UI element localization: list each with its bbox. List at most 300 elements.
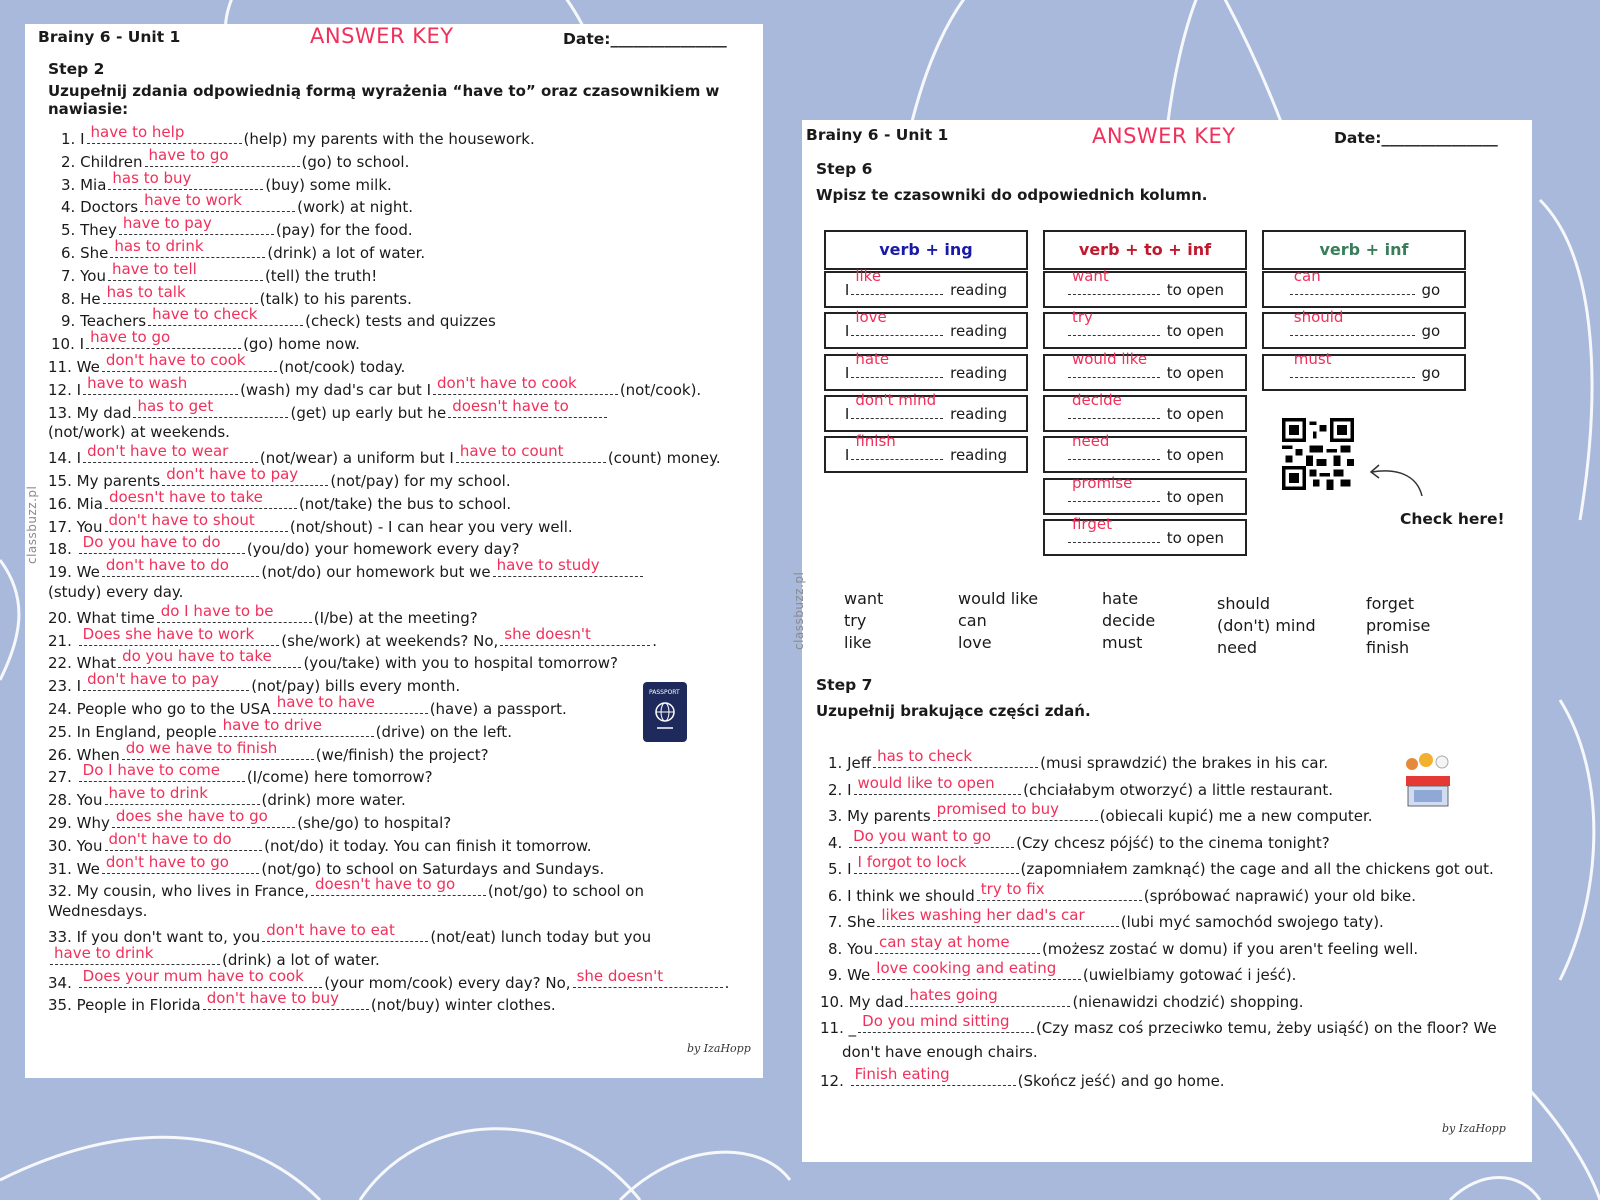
answer-text: hates going xyxy=(909,985,998,1004)
answer-blank[interactable] xyxy=(1290,308,1415,336)
answer-blank[interactable] xyxy=(122,738,314,760)
answer-blank[interactable] xyxy=(851,390,943,419)
sentence-text: (count) money. xyxy=(607,449,721,468)
answer-text: would like to open xyxy=(857,773,995,792)
sentence-text: I xyxy=(76,380,82,399)
worksheet-title: Brainy 6 - Unit 1 xyxy=(806,126,949,144)
answer-text: have to have xyxy=(276,693,375,711)
answer-blank[interactable] xyxy=(872,959,1081,980)
word-bank-column xyxy=(958,588,1038,654)
item-number: 27. xyxy=(48,768,72,787)
answer-text: I forgot to lock xyxy=(857,853,967,871)
sentence-text: Mia xyxy=(80,175,107,194)
answer-text: do we have to finish xyxy=(125,738,278,757)
answer-blank[interactable] xyxy=(433,373,618,395)
column-header: verb + to + inf xyxy=(1043,230,1247,270)
sentence-text: What xyxy=(76,654,117,673)
sentence-text: (musi sprawdzić) the brakes in his car. xyxy=(1040,754,1329,772)
answer-blank[interactable] xyxy=(851,308,943,336)
exercise-item-continued xyxy=(48,901,147,921)
exercise-item xyxy=(828,906,1384,932)
exercise-item xyxy=(61,191,414,217)
verb-cell xyxy=(1262,267,1466,308)
answer-blank[interactable] xyxy=(140,191,295,212)
answer-text: doesn't have to take xyxy=(108,487,263,506)
answer-text: has to check xyxy=(877,747,973,765)
answer-text: don't have to wear xyxy=(87,442,229,461)
item-number: 11. xyxy=(820,1019,844,1037)
answer-text: have to wash xyxy=(87,373,188,392)
sentence-text: (get) up early but he xyxy=(290,403,447,422)
sentence-text: (uwielbiamy gotować i jeść). xyxy=(1082,966,1297,984)
sentence-text: (drink) a lot of water. xyxy=(222,950,380,969)
answer-blank[interactable] xyxy=(105,784,260,805)
answer-blank[interactable] xyxy=(79,966,323,988)
answer-text: don't have to pay xyxy=(166,465,299,483)
item-number: 35. xyxy=(48,996,72,1015)
answer-text: have to drive xyxy=(222,715,322,734)
answer-blank[interactable] xyxy=(1068,308,1160,336)
word-bank-word: try xyxy=(844,611,867,630)
exercise-item xyxy=(828,800,1373,826)
sentence-text: (not/take) the bus to school. xyxy=(298,494,512,513)
answer-text: Do you have to do xyxy=(82,533,221,552)
watermark-classbuzz: classbuzz.pl xyxy=(792,571,806,650)
answer-blank[interactable] xyxy=(110,237,265,258)
answer-text: decide xyxy=(1071,390,1122,409)
exercise-item xyxy=(48,396,609,423)
answer-blank[interactable] xyxy=(83,442,258,463)
item-number: 1. xyxy=(61,130,76,148)
answer-text: want xyxy=(1071,267,1109,285)
item-number: 18. xyxy=(48,540,72,559)
cell-prefix: I xyxy=(844,281,850,299)
sentence-text: (Czy chcesz pójść) to the cinema tonight? xyxy=(1016,833,1330,852)
sentence-text: (not/do) it today. You can finish it tomorrow. xyxy=(264,836,592,855)
answer-text: don't have to do xyxy=(108,829,232,848)
answer-blank[interactable] xyxy=(858,1012,1034,1033)
word-bank-column xyxy=(1217,593,1316,659)
exercise-item xyxy=(48,875,644,901)
item-number: 26. xyxy=(48,745,72,764)
answer-text: don't have to pay xyxy=(87,670,220,689)
cell-suffix: go xyxy=(1421,363,1441,382)
item-number: 31. xyxy=(48,859,72,878)
item-number: 5. xyxy=(828,860,843,878)
item-number: 13. xyxy=(48,403,72,422)
answer-text: have to pay xyxy=(122,214,212,233)
sentence-text: (I/be) at the meeting? xyxy=(313,608,478,627)
cell-suffix: reading xyxy=(950,404,1008,423)
answer-blank[interactable] xyxy=(112,807,295,828)
sentence-text: (she/go) to hospital? xyxy=(297,814,452,832)
answer-text: have to go xyxy=(148,145,229,164)
answer-blank[interactable] xyxy=(87,123,242,144)
verb-cell xyxy=(1262,349,1466,391)
sentence-text: (not/pay) for my school. xyxy=(330,472,511,490)
sentence-text: (your mom/cook) every day? No, xyxy=(324,973,571,992)
answer-blank[interactable] xyxy=(108,259,263,281)
answer-blank[interactable] xyxy=(849,826,1014,848)
sentence-text: I xyxy=(79,335,85,354)
arrow-icon xyxy=(1367,460,1427,500)
answer-blank[interactable] xyxy=(102,852,260,874)
item-number: 12. xyxy=(820,1072,844,1090)
answer-blank[interactable] xyxy=(456,442,606,463)
sentence-text: My cousin, who lives in France, xyxy=(76,882,310,901)
sentence-text: What time xyxy=(76,608,155,627)
sentence-text: (check) tests and quizzes xyxy=(305,312,496,331)
item-number: 34. xyxy=(48,973,72,992)
verb-cell xyxy=(1262,308,1466,349)
answer-text: must xyxy=(1293,349,1332,368)
sentence-text: He xyxy=(80,289,101,308)
item-number: 9. xyxy=(61,312,76,331)
cell-suffix: to open xyxy=(1166,528,1225,547)
answer-blank[interactable] xyxy=(219,715,374,737)
answer-blank[interactable] xyxy=(1068,432,1160,460)
sentence-text: (talk) to his parents. xyxy=(259,289,412,308)
exercise-item xyxy=(828,773,1334,800)
answer-blank[interactable] xyxy=(108,168,263,190)
sentence-text: I xyxy=(847,780,852,799)
cell-suffix: to open xyxy=(1166,487,1225,506)
item-number: 7. xyxy=(828,913,843,931)
sentence-text: (she/work) at weekends? No, xyxy=(281,631,499,650)
answer-text: can stay at home xyxy=(878,932,1010,951)
qr-code-icon xyxy=(1282,418,1354,490)
answer-blank[interactable] xyxy=(105,487,297,509)
exercise-item xyxy=(820,985,1304,1012)
item-number: 23. xyxy=(48,677,72,696)
item-number: 5. xyxy=(61,221,76,240)
sentence-text: If you don't want to, you xyxy=(76,928,261,946)
cell-suffix: to open xyxy=(1166,322,1225,341)
sentence-text: We xyxy=(76,563,100,582)
cell-suffix: go xyxy=(1421,322,1441,341)
item-number: 6. xyxy=(61,244,76,262)
sentence-text: I think we should xyxy=(847,886,975,905)
item-number: 3. xyxy=(61,175,76,194)
exercise-item xyxy=(48,761,433,787)
item-number: 29. xyxy=(48,814,72,832)
sentence-text: They xyxy=(80,221,117,240)
sentence-text: She xyxy=(847,913,876,931)
answer-text: don't have to do xyxy=(105,556,229,575)
sentence-text: don't have enough chairs. xyxy=(842,1042,1038,1061)
sentence-text: Children xyxy=(80,152,143,171)
cell-suffix: to open xyxy=(1166,446,1225,465)
word-bank-word: finish xyxy=(1366,638,1410,657)
answer-blank[interactable] xyxy=(79,624,280,646)
sentence-text: (go) to school. xyxy=(301,152,410,171)
sentence-text: (buy) some milk. xyxy=(265,175,392,194)
answer-blank[interactable] xyxy=(157,601,312,623)
answer-blank[interactable] xyxy=(875,932,1040,954)
word-bank-word: decide xyxy=(1102,611,1156,630)
author-signature: by IzaHopp xyxy=(1442,1122,1506,1135)
sentence-text: You xyxy=(847,939,873,958)
answer-key-heading: ANSWER KEY xyxy=(1092,124,1236,148)
restaurant-illustration xyxy=(1392,750,1462,810)
sentence-text: (we/finish) the project? xyxy=(315,745,489,764)
cell-suffix: go xyxy=(1421,281,1441,299)
sentence-text: I xyxy=(76,677,82,696)
answer-text: has to drink xyxy=(114,237,204,255)
exercise-item xyxy=(828,959,1297,985)
answer-text: she doesn't xyxy=(504,624,591,643)
sentence-text: (not/go) to school on Saturdays and Sundays. xyxy=(261,859,605,878)
answer-blank[interactable] xyxy=(933,800,1098,821)
answer-blank[interactable] xyxy=(1068,514,1160,543)
answer-text: should xyxy=(1293,308,1344,327)
answer-text: have to drink xyxy=(54,943,154,962)
sentence-text: (pay) for the food. xyxy=(275,221,413,240)
answer-key-heading: ANSWER KEY xyxy=(310,24,454,48)
answer-blank[interactable] xyxy=(854,773,1022,795)
answer-blank[interactable] xyxy=(83,670,249,691)
answer-text: has to get xyxy=(137,396,214,415)
column-header: verb + inf xyxy=(1262,230,1466,270)
answer-blank[interactable] xyxy=(1290,349,1415,378)
answer-text: don't have to cook xyxy=(437,373,577,392)
sentence-text: (work) at night. xyxy=(297,198,414,217)
sentence-text: (obiecali kupić) me a new computer. xyxy=(1099,807,1373,825)
exercise-item xyxy=(48,442,721,468)
answer-blank[interactable] xyxy=(1068,349,1160,378)
answer-blank[interactable] xyxy=(105,510,288,532)
sentence-text: (możesz zostać w domu) if you aren't feeling well. xyxy=(1041,939,1419,958)
answer-blank[interactable] xyxy=(851,432,943,460)
word-bank-column xyxy=(1102,588,1155,654)
answer-blank[interactable] xyxy=(877,906,1118,927)
word-bank-word: can xyxy=(958,611,987,630)
answer-blank[interactable] xyxy=(905,985,1070,1007)
worksheet-title: Brainy 6 - Unit 1 xyxy=(38,28,181,46)
answer-blank[interactable] xyxy=(1068,473,1160,502)
answer-blank[interactable] xyxy=(493,556,643,577)
answer-blank[interactable] xyxy=(103,282,258,304)
item-number: 8. xyxy=(61,289,76,308)
sentence-text: I xyxy=(76,449,82,468)
sentence-text: Teachers xyxy=(80,312,147,331)
answer-text: have to check xyxy=(152,305,258,324)
answer-text: do you have to take xyxy=(122,647,272,666)
answer-blank[interactable] xyxy=(105,829,263,851)
answer-text: Do you mind sitting xyxy=(862,1012,1010,1030)
sentence-text: We xyxy=(76,358,100,376)
exercise-item xyxy=(48,670,461,696)
answer-blank[interactable] xyxy=(851,1065,1016,1086)
exercise-item xyxy=(828,853,1494,879)
word-bank-word: (don't) mind xyxy=(1217,616,1316,635)
sentence-text: My parents xyxy=(76,472,161,490)
item-number: 16. xyxy=(48,494,72,513)
answer-blank[interactable] xyxy=(133,396,288,418)
sentence-text: (not/pay) bills every month. xyxy=(251,677,461,696)
step-instruction: Uzupełnij zdania odpowiednią formą wyrażenia “have to” oraz czasownikiem w nawiasie: xyxy=(48,82,720,118)
sentence-text: We xyxy=(847,966,871,984)
answer-blank[interactable] xyxy=(102,556,260,577)
exercise-item-continued xyxy=(48,422,230,442)
date-field: Date:_______________ xyxy=(1334,129,1498,147)
answer-text: does she have to go xyxy=(115,807,268,825)
word-bank-word: promise xyxy=(1366,616,1431,635)
answer-blank[interactable] xyxy=(573,966,723,988)
exercise-item-continued xyxy=(842,1042,1038,1062)
sentence-text: (chciałabym otworzyć) a little restaurant. xyxy=(1023,780,1334,799)
svg-text:PASSPORT: PASSPORT xyxy=(649,689,680,696)
answer-blank[interactable] xyxy=(162,465,328,486)
sentence-text: (help) my parents with the housework. xyxy=(243,130,535,148)
sentence-text: (go) home now. xyxy=(243,335,360,354)
cell-suffix: to open xyxy=(1166,404,1225,423)
answer-text: have to tell xyxy=(111,259,197,278)
answer-blank[interactable] xyxy=(102,351,277,372)
answer-text: don't have to go xyxy=(105,852,229,871)
sentence-text: You xyxy=(76,836,103,855)
answer-text: love xyxy=(855,308,887,327)
answer-blank[interactable] xyxy=(148,305,303,326)
sentence-text: (not/shout) - I can hear you very well. xyxy=(289,517,573,536)
passport-icon xyxy=(643,682,687,742)
answer-text: like xyxy=(855,267,882,285)
exercise-item xyxy=(828,879,1416,906)
cell-prefix: I xyxy=(844,404,850,423)
answer-text: have to count xyxy=(459,442,564,461)
sentence-text: (you/take) with you to hospital tomorrow? xyxy=(303,654,618,673)
cell-prefix: I xyxy=(844,322,850,341)
item-number: 25. xyxy=(48,722,72,741)
answer-blank[interactable] xyxy=(50,943,220,965)
sentence-text: Doctors xyxy=(80,198,139,217)
sentence-text: (Skończ jeść) and go home. xyxy=(1017,1072,1225,1090)
item-number: 2. xyxy=(61,152,76,171)
sentence-text: (you/do) your homework every day? xyxy=(246,540,520,559)
answer-text: promise xyxy=(1071,473,1133,492)
answer-text: don't have to shout xyxy=(108,510,255,529)
answer-blank[interactable] xyxy=(448,396,607,418)
item-number: 11. xyxy=(48,358,72,376)
exercise-item xyxy=(828,826,1330,853)
sentence-text: (I/come) here tomorrow? xyxy=(246,768,433,787)
sentence-text: (wash) my dad's car but I xyxy=(240,380,432,399)
answer-text: don't have to buy xyxy=(206,989,340,1008)
exercise-item xyxy=(820,1065,1225,1091)
word-bank-word: forget xyxy=(1366,594,1414,613)
exercise-item xyxy=(48,989,556,1015)
worksheet-page-step2 xyxy=(25,24,763,1078)
exercise-item xyxy=(61,123,535,149)
answer-blank[interactable] xyxy=(500,624,650,646)
sentence-text: (not/cook) today. xyxy=(278,358,406,376)
answer-blank[interactable] xyxy=(79,533,245,554)
answer-text: has to buy xyxy=(112,168,192,187)
item-number: 8. xyxy=(828,939,843,958)
answer-blank[interactable] xyxy=(311,875,486,896)
sentence-text: People in Florida xyxy=(76,996,201,1015)
item-number: 32. xyxy=(48,882,72,901)
verb-cell xyxy=(824,432,1028,473)
column-header: verb + ing xyxy=(824,230,1028,270)
answer-blank[interactable] xyxy=(145,145,300,167)
answer-blank[interactable] xyxy=(86,328,241,349)
answer-blank[interactable] xyxy=(854,853,1019,874)
answer-text: firget xyxy=(1071,514,1112,533)
sentence-text: _ xyxy=(848,1019,857,1037)
sentence-text: You xyxy=(80,266,106,285)
sentence-text: (not/wear) a uniform but I xyxy=(259,449,454,468)
answer-blank[interactable] xyxy=(262,921,428,942)
word-bank-word: need xyxy=(1217,638,1257,657)
answer-blank[interactable] xyxy=(873,747,1038,768)
answer-text: Does your mum have to cook xyxy=(82,966,304,985)
answer-blank[interactable] xyxy=(83,373,238,395)
answer-blank[interactable] xyxy=(118,647,301,668)
sentence-text: Wednesdays. xyxy=(48,902,148,921)
sentence-text: . xyxy=(652,631,658,650)
sentence-text: In England, people xyxy=(76,722,217,741)
exercise-item xyxy=(48,556,645,582)
word-bank-word: should xyxy=(1217,594,1271,613)
answer-blank[interactable] xyxy=(851,349,943,378)
answer-text: don't have to cook xyxy=(105,351,246,369)
sentence-text: When xyxy=(76,745,120,764)
word-bank-word: love xyxy=(958,633,992,652)
answer-blank[interactable] xyxy=(1068,390,1160,419)
item-number: 28. xyxy=(48,791,72,810)
sentence-text: (lubi myć samochód swojego taty). xyxy=(1120,913,1384,931)
exercise-item xyxy=(48,715,512,742)
answer-text: try xyxy=(1071,308,1093,327)
answer-blank[interactable] xyxy=(273,693,428,714)
sentence-text: (not/buy) winter clothes. xyxy=(370,996,556,1015)
item-number: 1. xyxy=(828,754,843,772)
sentence-text: People who go to the USA xyxy=(76,700,271,718)
answer-text: finish xyxy=(855,432,896,451)
item-number: 6. xyxy=(828,886,843,905)
answer-text: love cooking and eating xyxy=(876,959,1057,977)
item-number: 30. xyxy=(48,836,72,855)
sentence-text: (Czy masz coś przeciwko temu, żeby usiąść) on the floor? We xyxy=(1035,1019,1497,1037)
exercise-item-continued xyxy=(48,582,183,602)
sentence-text: You xyxy=(76,517,103,536)
answer-blank[interactable] xyxy=(1290,267,1415,295)
answer-blank[interactable] xyxy=(119,214,274,235)
answer-text: don't mind xyxy=(855,390,937,409)
answer-blank[interactable] xyxy=(203,989,369,1010)
answer-blank[interactable] xyxy=(79,761,245,782)
answer-text: have to go xyxy=(90,328,171,347)
answer-text: have to drink xyxy=(108,784,208,803)
sentence-text: (tell) the truth! xyxy=(264,266,378,285)
answer-blank[interactable] xyxy=(1068,267,1160,295)
item-number: 24. xyxy=(48,700,72,718)
answer-blank[interactable] xyxy=(977,879,1142,901)
answer-text: doesn't have to xyxy=(452,396,569,415)
exercise-item xyxy=(48,966,730,993)
sentence-text: Why xyxy=(76,814,110,832)
cell-suffix: reading xyxy=(950,446,1008,465)
answer-blank[interactable] xyxy=(851,267,943,295)
item-number: 4. xyxy=(828,833,843,852)
word-bank-word: would like xyxy=(958,589,1039,608)
sentence-text: (drive) on the left. xyxy=(375,722,512,741)
cell-prefix: I xyxy=(844,446,850,465)
sentence-text: I xyxy=(80,130,85,148)
sentence-text: (study) every day. xyxy=(48,583,184,601)
step6-instruction: Wpisz te czasowniki do odpowiednich kolumn. xyxy=(816,186,1208,204)
